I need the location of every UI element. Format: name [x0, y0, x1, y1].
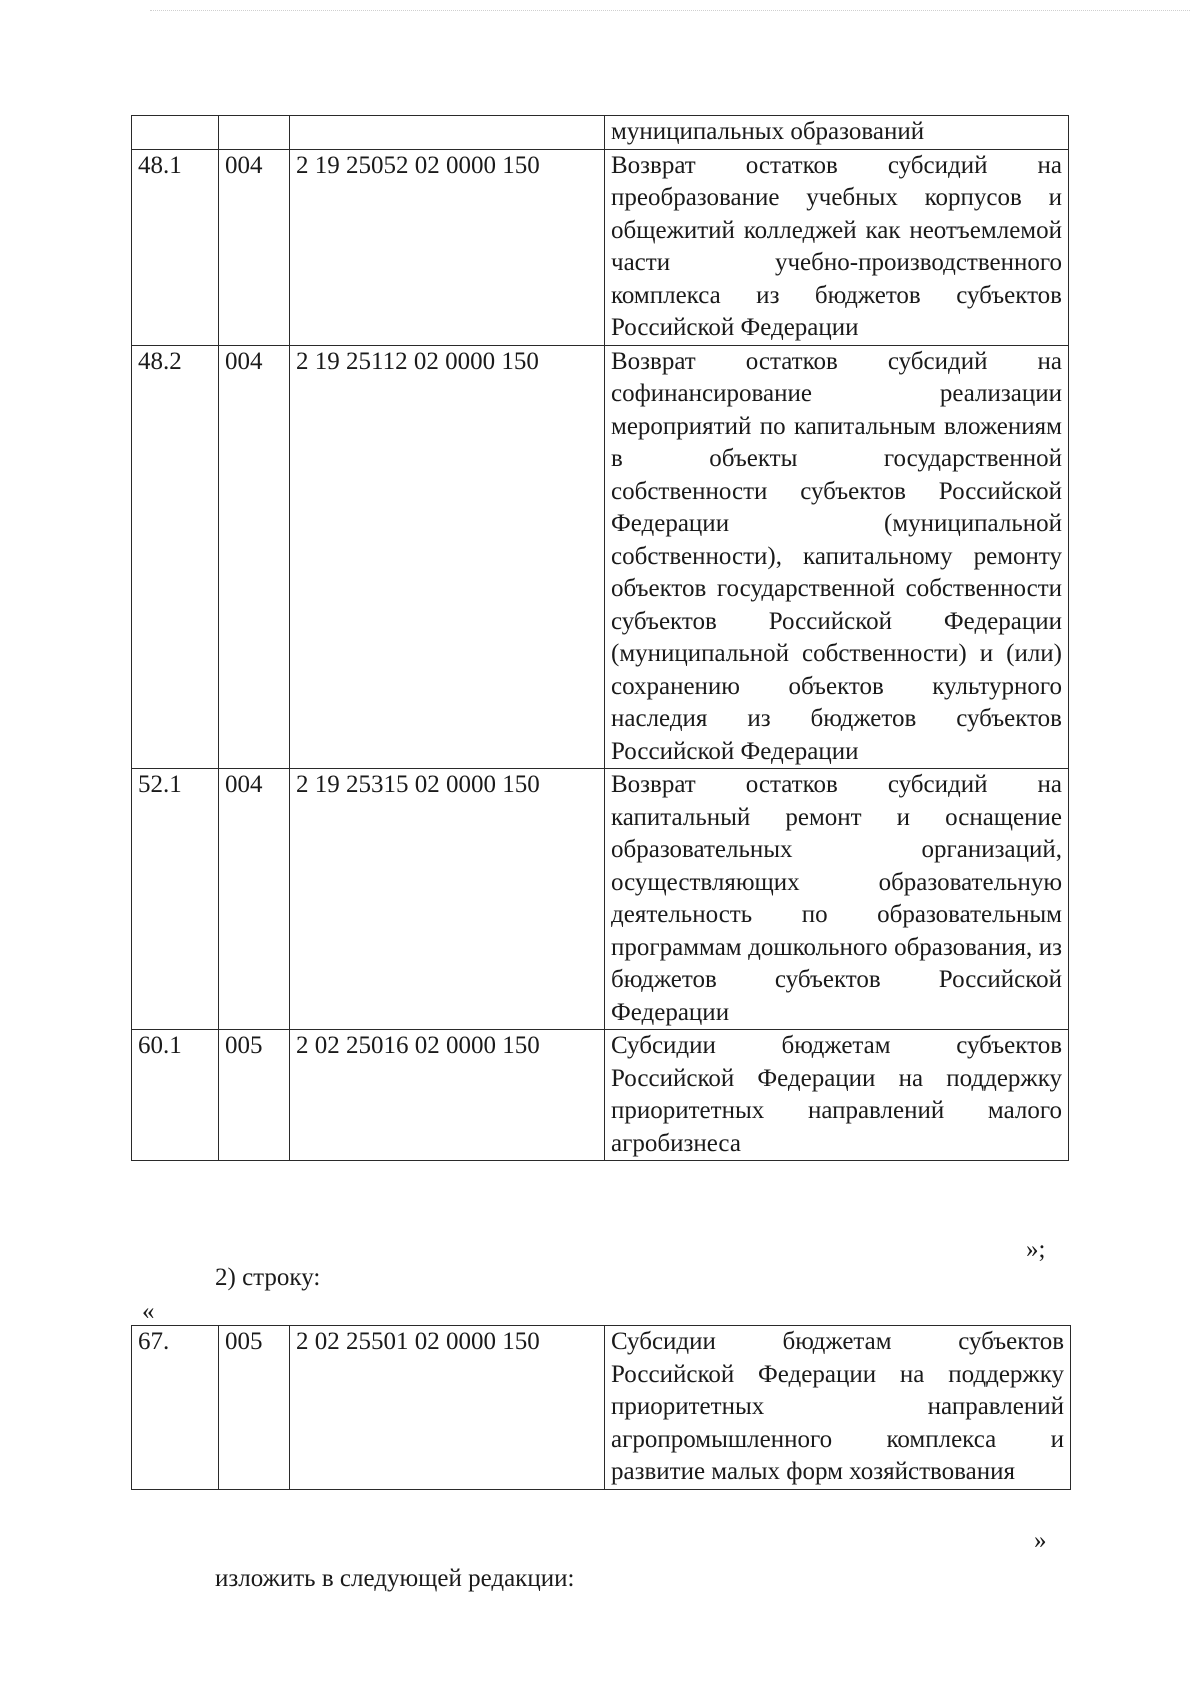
row-number: 52.1 [132, 769, 219, 1030]
scan-artifact-dots [150, 10, 1190, 13]
row-description: Субсидии бюджетам субъектов Российской Федерации на поддержку приоритетных направлений малого агробизнеса [605, 1030, 1069, 1161]
admin-code: 004 [219, 345, 290, 769]
admin-code: 004 [219, 769, 290, 1030]
row-number: 48.2 [132, 345, 219, 769]
closing-instruction: изложить в следующей редакции: [215, 1565, 575, 1592]
budget-codes-table [131, 115, 1069, 1161]
table-row [132, 116, 1069, 150]
row-description: муниципальных образований [605, 116, 1069, 150]
row-number: 60.1 [132, 1030, 219, 1161]
table-row [132, 345, 1069, 769]
table-row [132, 1326, 1071, 1490]
row-description: Возврат остатков субсидий на преобразование учебных корпусов и общежитий колледжей как неотъемлемой части учебно-производственного комплекса из бюджетов субъектов Российской Федерации [605, 149, 1069, 345]
admin-code [219, 116, 290, 150]
budget-classification-code: 2 19 25052 02 0000 150 [290, 149, 605, 345]
row-number: 67. [132, 1326, 219, 1490]
table-row [132, 769, 1069, 1030]
budget-classification-code: 2 02 25016 02 0000 150 [290, 1030, 605, 1161]
opening-quote: « [142, 1298, 155, 1325]
closing-quote: »; [1026, 1236, 1046, 1263]
row-description: Возврат остатков субсидий на капитальный ремонт и оснащение образовательных организаций, осуществляющих образовательную деятельность по образовательным программам дошкольного образования, из бюджетов субъектов Российской Федерации [605, 769, 1069, 1030]
table-row [132, 149, 1069, 345]
admin-code: 004 [219, 149, 290, 345]
admin-code: 005 [219, 1030, 290, 1161]
budget-classification-code: 2 19 25315 02 0000 150 [290, 769, 605, 1030]
row-description: Возврат остатков субсидий на софинансирование реализации мероприятий по капитальным вложениям в объекты государственной собственности субъектов Российской Федерации (муниципальной собственности), капитальному ремонту объектов государственной собственности субъектов Российской Федерации (муниципальной собственности) и (или) сохранению объектов культурного наследия из бюджетов субъектов Российской Федерации [605, 345, 1069, 769]
row-description: Субсидии бюджетам субъектов Российской Федерации на поддержку приоритетных направлений агропромышленного комплекса и развитие малых форм хозяйствования [605, 1326, 1071, 1490]
row-number [132, 116, 219, 150]
budget-classification-code: 2 19 25112 02 0000 150 [290, 345, 605, 769]
admin-code: 005 [219, 1326, 290, 1490]
replacement-row-table [131, 1325, 1071, 1490]
budget-classification-code [290, 116, 605, 150]
budget-classification-code: 2 02 25501 02 0000 150 [290, 1326, 605, 1490]
closing-quote: » [1034, 1527, 1047, 1554]
table-row [132, 1030, 1069, 1161]
row-number: 48.1 [132, 149, 219, 345]
item-label: 2) строку: [215, 1264, 321, 1291]
